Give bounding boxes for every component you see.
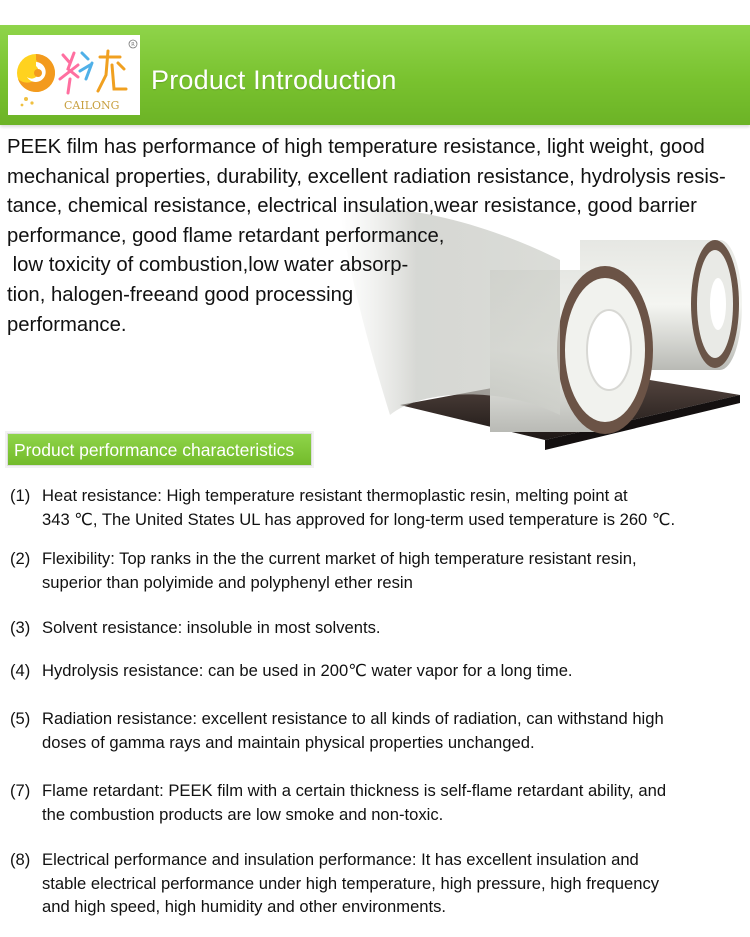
feature-item-electrical-performance xyxy=(10,848,745,919)
intro-line: performance, good flame retardant performance, xyxy=(7,224,445,247)
feature-line: 343 ℃, The United States UL has approved for long-term used temperature is 260 ℃. xyxy=(42,509,676,529)
feature-line: superior than polyimide and polyphenyl ether resin xyxy=(42,572,413,592)
feature-item-flame-retardant xyxy=(10,779,745,826)
feature-number: (8) xyxy=(10,850,31,869)
feature-line xyxy=(10,848,745,872)
feature-line xyxy=(10,547,745,571)
feature-text: Heat resistance: High temperature resistant thermoplastic resin, melting point at xyxy=(42,486,628,505)
intro-line: performance. xyxy=(7,313,127,336)
feature-item-solvent-resistance xyxy=(10,616,745,640)
intro-line: low toxicity of combustion,low water absorp- xyxy=(7,254,409,277)
intro-line: tance, chemical resistance, electrical insulation,wear resistance, good barrier xyxy=(7,195,697,218)
svg-text:CAILONG: CAILONG xyxy=(64,99,120,112)
feature-line xyxy=(10,779,745,803)
intro-line: tion, halogen-freeand good processing xyxy=(7,283,354,306)
intro-line: mechanical properties, durability, excellent radiation resistance, hydrolysis resis- xyxy=(7,165,726,188)
feature-number: (7) xyxy=(10,781,31,800)
page-title: Product Introduction xyxy=(151,65,397,95)
feature-line: doses of gamma rays and maintain physical properties unchanged. xyxy=(42,732,535,752)
feature-line xyxy=(10,616,745,640)
header-bar xyxy=(0,25,750,125)
feature-number: (2) xyxy=(10,549,31,568)
feature-line: and high speed, high humidity and other environments. xyxy=(42,897,447,916)
feature-text: Electrical performance and insulation performance: It has excellent insulation and xyxy=(42,850,639,869)
feature-number: (1) xyxy=(10,486,31,505)
intro-line: PEEK film has performance of high temperature resistance, light weight, good xyxy=(7,136,705,158)
svg-text:R: R xyxy=(131,42,135,48)
feature-number: (3) xyxy=(10,618,31,637)
brand-logo xyxy=(8,35,140,115)
feature-item-flexibility xyxy=(10,547,745,594)
feature-number: (4) xyxy=(10,661,31,680)
feature-item-hydrolysis-resistance xyxy=(10,659,745,683)
feature-line: the combustion products are low smoke and non-toxic. xyxy=(42,804,444,824)
cailong-logo-icon xyxy=(8,35,140,115)
feature-item-radiation-resistance xyxy=(10,707,745,754)
feature-line xyxy=(10,707,745,731)
feature-line xyxy=(10,659,745,683)
feature-text: Flame retardant: PEEK film with a certain thickness is self-flame retardant ability, and xyxy=(42,781,667,800)
feature-text: Solvent resistance: insoluble in most solvents. xyxy=(42,618,381,637)
feature-text: Hydrolysis resistance: can be used in 200℃ water vapor for a long time. xyxy=(42,661,573,680)
intro-paragraph xyxy=(7,133,747,340)
feature-text: Radiation resistance: excellent resistance to all kinds of radiation, can withstand high xyxy=(42,709,664,728)
feature-item-heat-resistance xyxy=(10,484,745,531)
section-heading: Product performance characteristics xyxy=(7,433,312,466)
feature-line: stable electrical performance under high temperature, high pressure, high frequency xyxy=(42,873,660,893)
feature-text: Flexibility: Top ranks in the the current market of high temperature resistant resin, xyxy=(42,549,637,568)
feature-line xyxy=(10,484,745,508)
feature-number: (5) xyxy=(10,709,31,728)
